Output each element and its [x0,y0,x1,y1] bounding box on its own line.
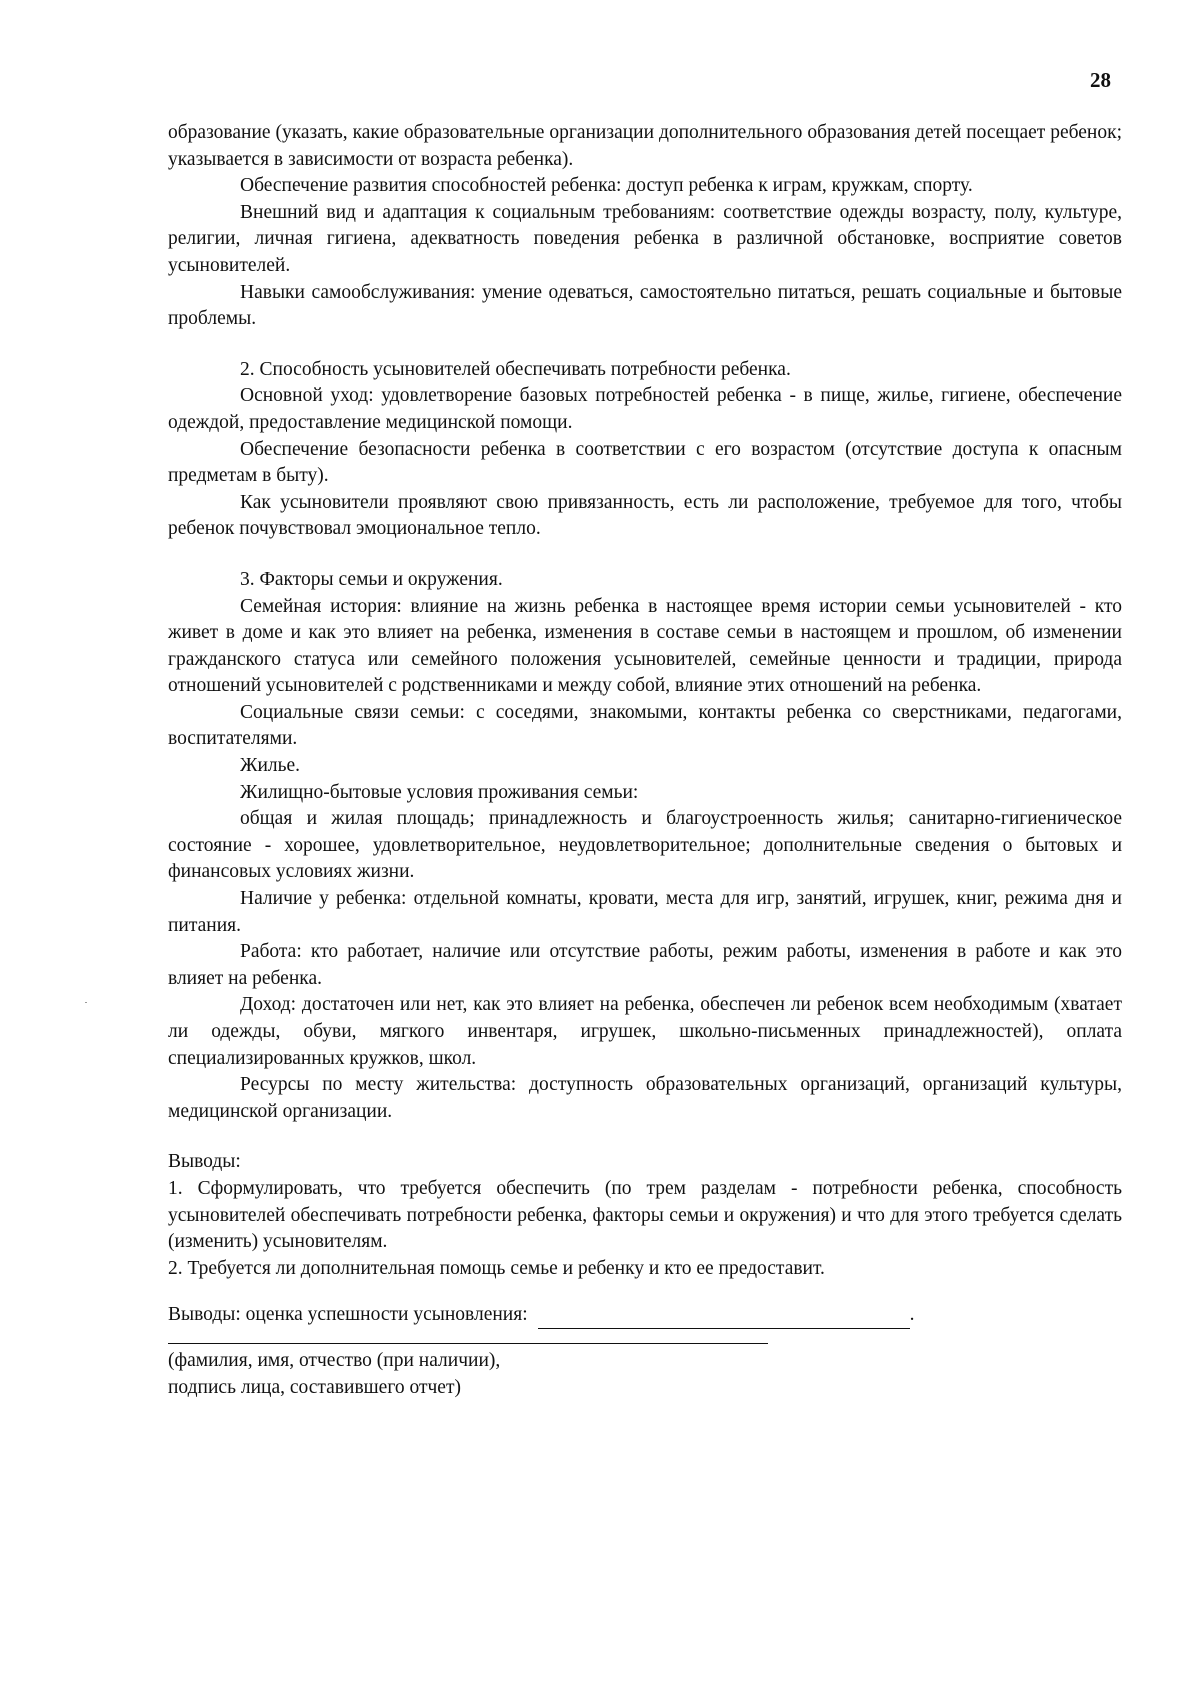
paragraph: Доход: достаточен или нет, как это влияет на ребенка, обеспечен ли ребенок всем необходимым (хватает ли одежды, обуви, мягкого инвентаря, игрушек, школьно-письменных принадлежностей), оплата специализированных кружков, школ. [168,994,1122,1069]
conclusions-heading: Выводы: [168,1151,241,1173]
paragraph: Как усыновители проявляют свою привязанность, есть ли расположение, требуемое для того, чтобы ребенок почувствовал эмоциональное тепло. [168,491,1122,540]
section-heading: 2. Способность усыновителей обеспечивать потребности ребенка. [240,358,791,380]
signature-caption-1: (фамилия, имя, отчество (при наличии), [168,1349,501,1371]
paragraph: Основной уход: удовлетворение базовых потребностей ребенка - в пище, жилье, гигиене, обеспечение одеждой, предоставление медицинской помощи. [168,385,1122,433]
conclusion-item: 1. Сформулировать, что требуется обеспечить (по трем разделам - потребности ребенка, способность усыновителей обеспечивать потребности ребенка, факторы семьи и окружения) и что для этого требуется сделать (изменить) усыновителям. [168,1177,1122,1253]
assessment-row [168,1302,1122,1329]
paragraph: Обеспечение развития способностей ребенка: доступ ребенка к играм, кружкам, спорту. [240,175,973,197]
assessment-period: . [909,1304,915,1326]
paragraph: общая и жилая площадь; принадлежность и благоустроенность жилья; санитарно-гигиеническое состояние - хорошее, удовлетворительное, неудовлетворительное; дополнительные сведения о бытовых и финансовых условиях жизни. [168,808,1122,883]
scan-speck [85,1002,87,1003]
page-number: 28 [1090,68,1111,92]
section-heading: 3. Факторы семьи и окружения. [240,568,503,590]
assessment-label: Выводы: оценка успешности усыновления: [168,1304,528,1326]
signature-caption-2: подпись лица, составившего отчет) [168,1376,461,1398]
paragraph: Наличие у ребенка: отдельной комнаты, кровати, места для игр, занятий, игрушек, книг, режима дня и питания. [168,888,1122,936]
paragraph: Семейная история: влияние на жизнь ребенка в настоящее время истории семьи усыновителей - кто живет в доме и как это влияет на ребенка, изменения в составе семьи в настоящем и прошлом, об изменении гражданского статуса или семейного положения усыновителей, семейные ценности и традиции, природа отношений усыновителей с родственниками и между собой, влияние этих отношений на ребенка. [168,595,1122,697]
document-body [168,120,1122,1401]
paragraph: образование (указать, какие образовательные организации дополнительного образования детей посещает ребенок; указывается в зависимости от возраста ребенка). [168,122,1122,170]
paragraph: Ресурсы по месту жительства: доступность образовательных организаций, организаций культуры, медицинской организации. [168,1074,1122,1122]
paragraph: Навыки самообслуживания: умение одеваться, самостоятельно питаться, решать социальные и бытовые проблемы. [168,281,1122,330]
paragraph: Внешний вид и адаптация к социальным требованиям: соответствие одежды возрасту, полу, культуре, религии, личная гигиена, адекватность поведения ребенка в различной обстановке, восприятие советов усыновителей. [168,201,1122,276]
paragraph: Обеспечение безопасности ребенка в соответствии с его возрастом (отсутствие доступа к опасным предметам в быту). [168,438,1122,487]
paragraph: Жилищно-бытовые условия проживания семьи: [240,781,639,803]
paragraph: Работа: кто работает, наличие или отсутствие работы, режим работы, изменения в работе и как это влияет на ребенка. [168,941,1122,989]
paragraph: Жилье. [240,755,301,777]
paragraph: Социальные связи семьи: с соседями, знакомыми, контакты ребенка со сверстниками, педагогами, воспитателями. [168,701,1122,750]
assessment-fill-line [538,1310,910,1329]
conclusion-item: 2. Требуется ли дополнительная помощь семье и ребенку и кто ее предоставит. [168,1257,825,1279]
signature-line [168,1343,768,1344]
